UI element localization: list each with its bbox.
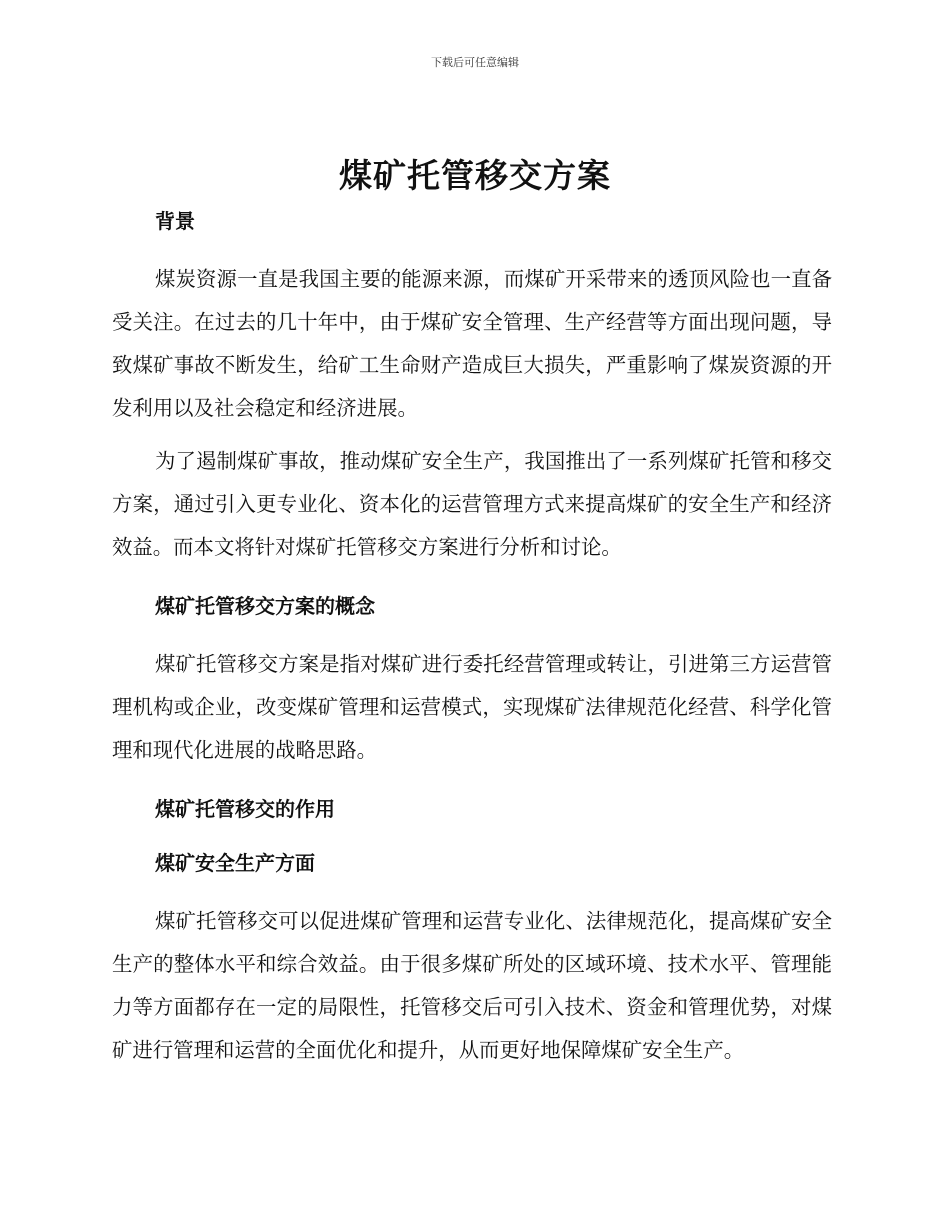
section-heading-safety: 煤矿安全生产方面 xyxy=(155,851,315,875)
section-heading-role: 煤矿托管移交的作用 xyxy=(155,797,335,821)
paragraph-background-2: 为了遏制煤矿事故，推动煤矿安全生产，我国推出了一系列煤矿托管和移交方案，通过引入更专业化、资本化的运营管理方式来提高煤矿的安全生产和经济效益。而本文将针对煤矿托管移交方案进行分析和讨论。 xyxy=(112,449,832,559)
section-heading-concept: 煤矿托管移交方案的概念 xyxy=(155,594,375,618)
paragraph-safety-1: 煤矿托管移交可以促进煤矿管理和运营专业化、法律规范化，提高煤矿安全生产的整体水平和综合效益。由于很多煤矿所处的区域环境、技术水平、管理能力等方面都存在一定的局限性，托管移交后可引入技术、资金和管理优势，对煤矿进行管理和运营的全面优化和提升，从而更好地保障煤矿安全生产。 xyxy=(112,909,832,1062)
document-body xyxy=(112,204,832,1072)
paragraph-background-1: 煤炭资源一直是我国主要的能源来源，而煤矿开采带来的透顶风险也一直备受关注。在过去的几十年中，由于煤矿安全管理、生产经营等方面出现问题，导致煤矿事故不断发生，给矿工生命财产造成巨大损失，严重影响了煤炭资源的开发利用以及社会稳定和经济进展。 xyxy=(112,267,832,420)
document-title: 煤矿托管移交方案 xyxy=(339,156,611,195)
header-note: 下载后可任意编辑 xyxy=(431,56,519,69)
section-heading-background: 背景 xyxy=(155,209,195,233)
paragraph-concept-1: 煤矿托管移交方案是指对煤矿进行委托经营管理或转让，引进第三方运营管理机构或企业，改变煤矿管理和运营模式，实现煤矿法律规范化经营、科学化管理和现代化进展的战略思路。 xyxy=(112,652,832,762)
